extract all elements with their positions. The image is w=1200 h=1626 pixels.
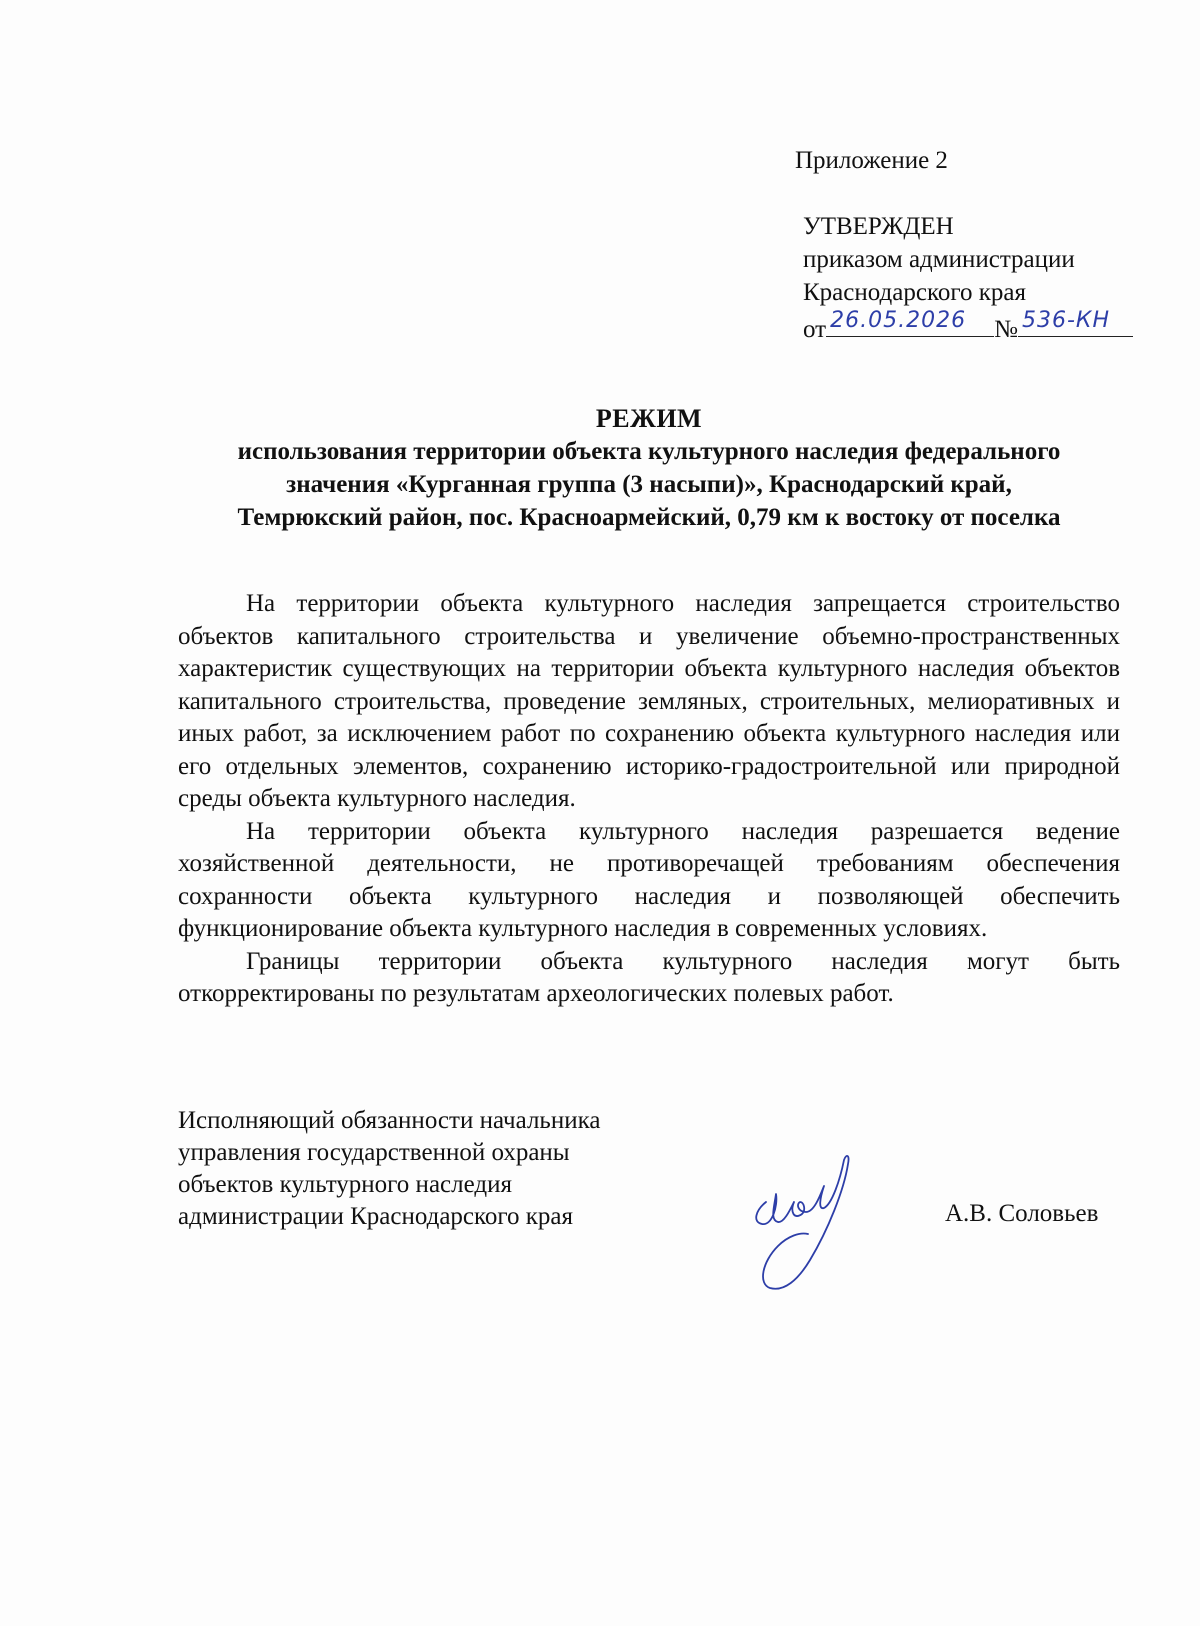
signatory-position bbox=[178, 1105, 600, 1233]
handwritten-date: 26.05.2026 bbox=[830, 308, 967, 333]
body-paragraph-1: На территории объекта культурного наследия запрещается строительство объектов капитального строительства и увеличение объемно-пространственных характеристик существующих на территории объекта культурного наследия объектов капитального строительства, проведение земляных, строительных, мелиоративных и иных работ, за исключением работ по сохранению объекта культурного наследия или его отдельных элементов, сохранению историко-градостроительной или природной среды объекта культурного наследия. bbox=[178, 590, 1120, 812]
approved-line-1: приказом администрации bbox=[803, 246, 1075, 273]
title-line-3: Темрюкский район, пос. Красноармейский, 0,79 км к востоку от поселка bbox=[237, 504, 1061, 531]
position-line-2: управления государственной охраны bbox=[178, 1139, 570, 1166]
number-prefix: № bbox=[994, 316, 1018, 343]
document-body bbox=[178, 588, 1120, 1011]
handwritten-signature bbox=[748, 1150, 868, 1295]
title-line-1: использования территории объекта культурного наследия федерального bbox=[237, 438, 1061, 465]
approval-block bbox=[803, 210, 1133, 346]
title-line-2: значения «Курганная группа (3 насыпи)», Краснодарский край, bbox=[286, 471, 1012, 498]
appendix-label: Приложение 2 bbox=[795, 147, 948, 174]
body-paragraph-2: На территории объекта культурного наследия разрешается ведение хозяйственной деятельности, не противоречащей требованиям обеспечения сохранности объекта культурного наследия и позволяющей обеспечить функционирование объекта культурного наследия в современных условиях. bbox=[178, 817, 1120, 942]
position-line-3: объектов культурного наследия bbox=[178, 1171, 512, 1198]
date-field bbox=[826, 309, 994, 337]
approved-line-2: Краснодарского края bbox=[803, 279, 1026, 306]
date-prefix: от bbox=[803, 316, 827, 343]
signer-name: А.В. Соловьев bbox=[945, 1200, 1099, 1227]
position-line-4: администрации Краснодарского края bbox=[178, 1203, 574, 1230]
document-title bbox=[170, 402, 1128, 534]
body-paragraph-3: Границы территории объекта культурного наследия могут быть откорректированы по результатам археологических полевых работ. bbox=[178, 947, 1120, 1007]
title-main: РЕЖИМ bbox=[595, 404, 703, 433]
approved-title: УТВЕРЖДЕН bbox=[803, 213, 954, 240]
handwritten-number: 536-КН bbox=[1021, 308, 1111, 333]
order-date-number-line bbox=[803, 309, 1133, 346]
number-field bbox=[1018, 309, 1133, 337]
position-line-1: Исполняющий обязанности начальника bbox=[178, 1107, 601, 1134]
